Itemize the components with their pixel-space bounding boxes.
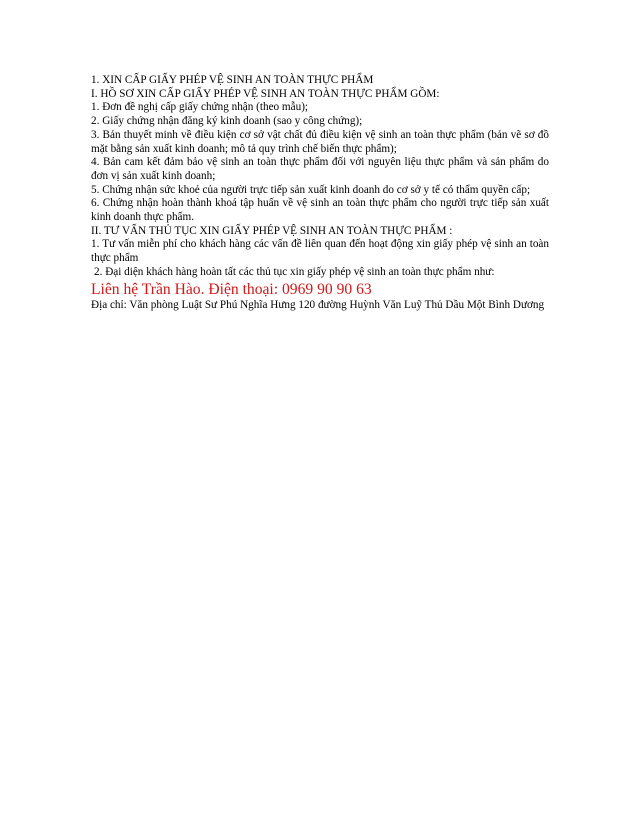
section-two-heading: II. TƯ VẤN THỦ TỤC XIN GIẤY PHÉP VỆ SINH AN TOÀN THỰC PHẨM : bbox=[91, 224, 453, 237]
list-item: 5. Chứng nhận sức khoẻ của người trực tiếp sản xuất kinh doanh do cơ sở y tế có thẩm quyền cấp; bbox=[91, 183, 531, 196]
list-item: 2. Giấy chứng nhận đăng ký kinh doanh (sao y công chứng); bbox=[91, 115, 363, 128]
section-one-heading: I. HỒ SƠ XIN CẤP GIẤY PHÉP VỆ SINH AN TOÀN THỰC PHẨM GỒM: bbox=[91, 87, 440, 100]
document-page bbox=[91, 74, 549, 312]
address-line: Địa chỉ: Văn phòng Luật Sư Phú Nghĩa Hưng 120 đường Huỳnh Văn Luỹ Thủ Dầu Một Bình Dương bbox=[91, 298, 545, 311]
list-item: 3. Bản thuyết minh về điều kiện cơ sở vật chất đủ điều kiện vệ sinh an toàn thực phẩm (bản vẽ sơ đồ mặt bằng sản xuất kinh doanh; mô tả quy trình chế biến thực phẩm); bbox=[91, 128, 549, 155]
contact-line: Liên hệ Trần Hào. Điện thoại: 0969 90 90 63 bbox=[91, 280, 372, 298]
list-item: 4. Bản cam kết đảm bảo vệ sinh an toàn thực phẩm đối với nguyên liệu thực phẩm và sản phẩm do đơn vị sản xuất kinh doanh; bbox=[91, 156, 549, 182]
list-item: 6. Chứng nhận hoàn thành khoá tập huấn về vệ sinh an toàn thực phẩm cho người trực tiếp sản xuất kinh doanh thực phẩm. bbox=[91, 197, 549, 224]
list-item: 1. Tư vấn miễn phí cho khách hàng các vấn đề liên quan đến hoạt động xin giấy phép vệ sinh an toàn thực phẩm bbox=[91, 238, 549, 265]
document-title: 1. XIN CẤP GIẤY PHÉP VỆ SINH AN TOÀN THỰC PHẨM bbox=[91, 74, 374, 86]
list-item: 1. Đơn đề nghị cấp giấy chứng nhận (theo mẫu); bbox=[91, 101, 309, 114]
list-item: 2. Đại diện khách hàng hoàn tất các thủ tục xin giấy phép vệ sinh an toàn thực phẩm như: bbox=[94, 265, 495, 278]
